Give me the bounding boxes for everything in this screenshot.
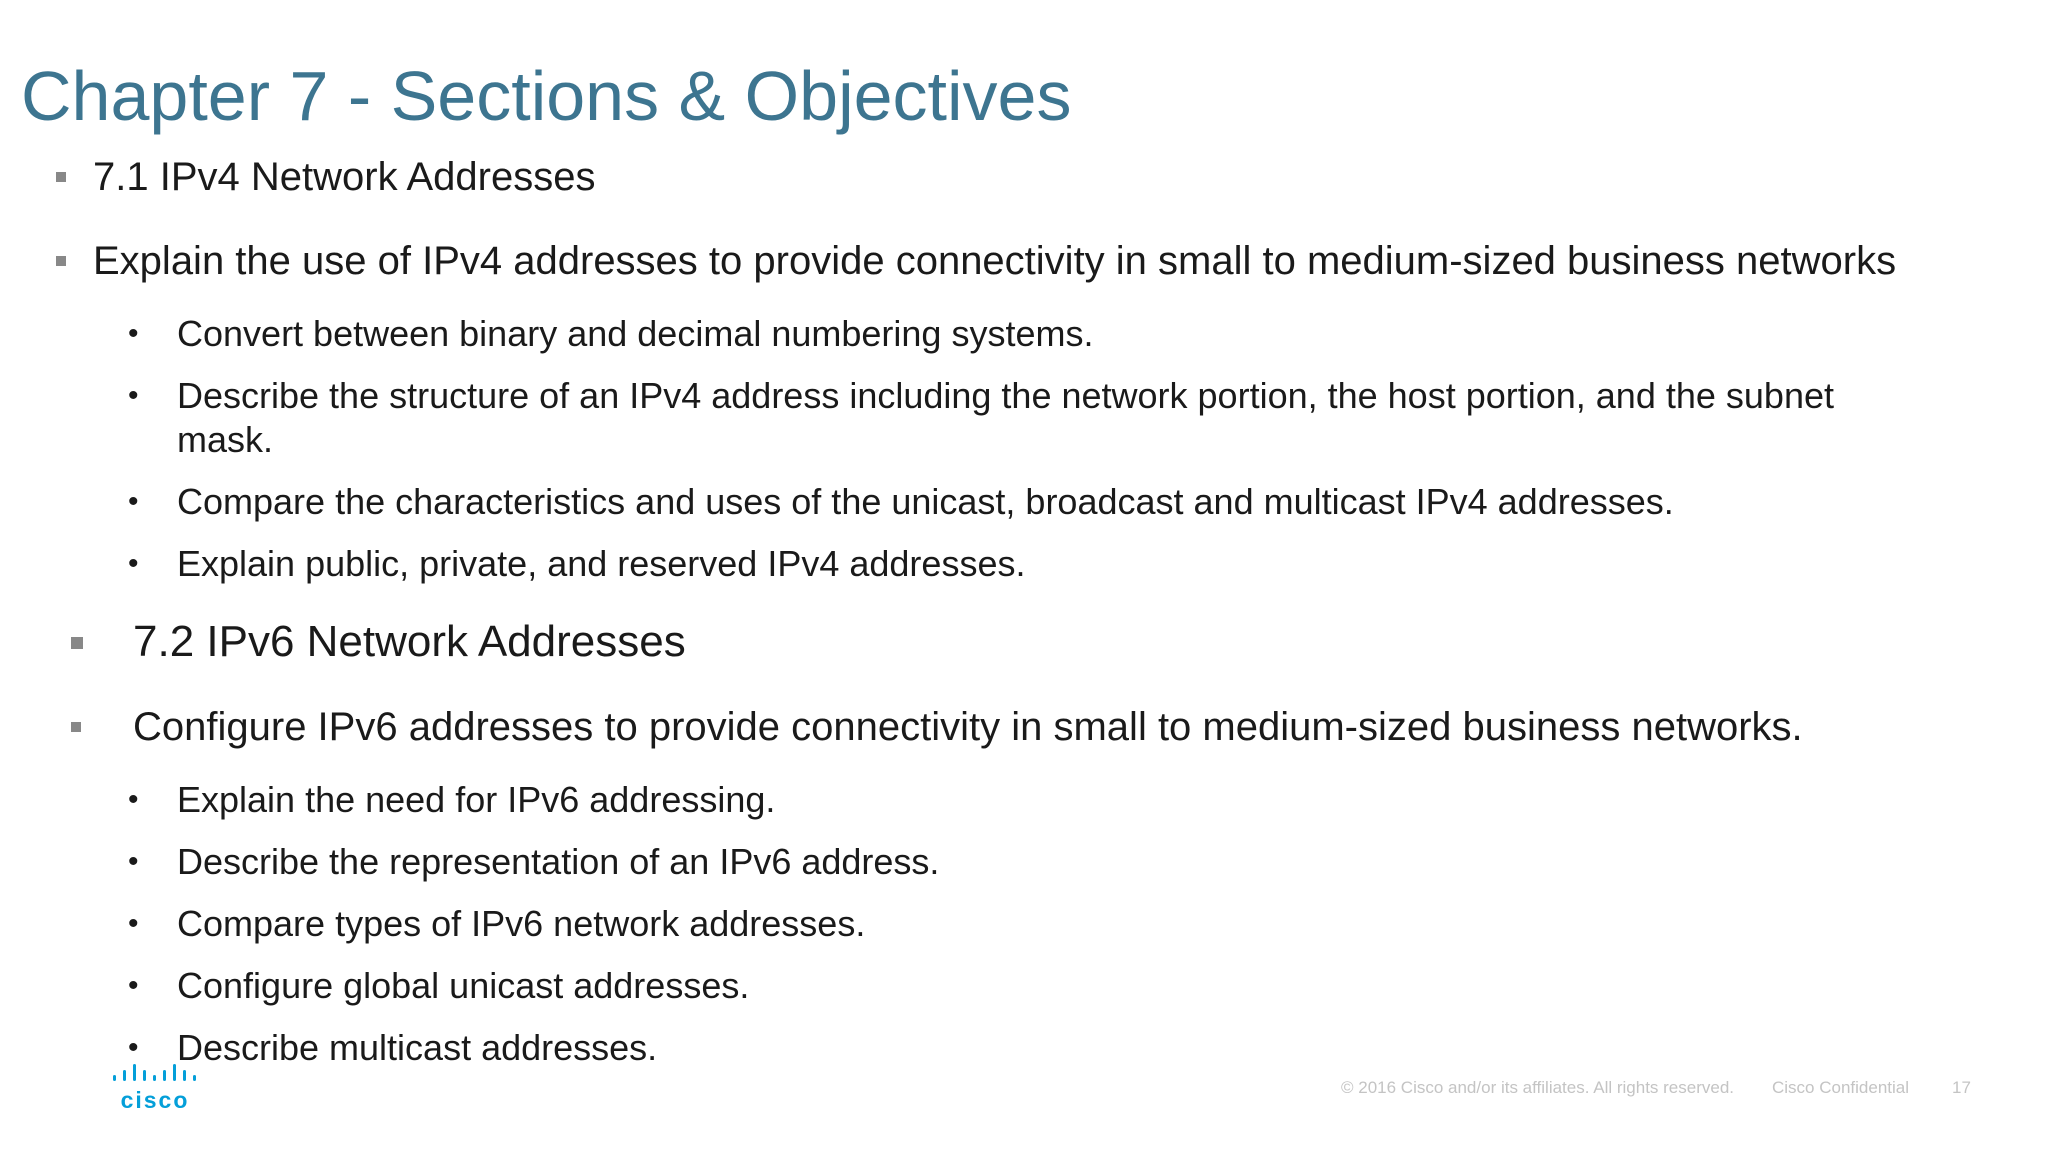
list-item: Describe multicast addresses. — [177, 1027, 658, 1068]
bullet-dot-icon: • — [128, 547, 139, 580]
list-item: Convert between binary and decimal numbering systems. — [177, 313, 1094, 354]
list-item: Describe the representation of an IPv6 address. — [177, 841, 940, 882]
list-item: Compare the characteristics and uses of the unicast, broadcast and multicast IPv4 addresses. — [177, 481, 1674, 522]
bullet-dot-icon: • — [128, 379, 139, 412]
list-item: Configure global unicast addresses. — [177, 965, 750, 1006]
footer-confidential: Cisco Confidential — [1772, 1078, 1910, 1097]
bullet-dot-icon: • — [128, 907, 139, 940]
cisco-logo — [112, 1062, 198, 1114]
square-bullet-icon — [71, 722, 81, 732]
section-heading: 7.1 IPv4 Network Addresses — [93, 155, 596, 199]
footer-page-number: 17 — [1952, 1078, 1971, 1097]
bullet-dot-icon: • — [128, 485, 139, 518]
bullet-dot-icon: • — [128, 845, 139, 878]
section-objective: Configure IPv6 addresses to provide connectivity in small to medium-sized business networks. — [133, 705, 1803, 749]
list-item: Describe the structure of an IPv4 address including the network portion, the host portion, and the subnet — [177, 375, 1834, 416]
list-item: Compare types of IPv6 network addresses. — [177, 903, 866, 944]
square-bullet-icon — [56, 172, 66, 182]
list-item-continuation: mask. — [177, 419, 274, 460]
footer-copyright: © 2016 Cisco and/or its affiliates. All rights reserved. — [1341, 1078, 1735, 1097]
slide-title: Chapter 7 - Sections & Objectives — [21, 57, 1072, 135]
list-item: Explain public, private, and reserved IPv4 addresses. — [177, 543, 1026, 584]
square-bullet-icon — [56, 256, 66, 266]
bullet-dot-icon: • — [128, 969, 139, 1002]
cisco-logo-text: cisco — [120, 1087, 190, 1113]
square-bullet-icon — [71, 637, 83, 649]
section-objective: Explain the use of IPv4 addresses to provide connectivity in small to medium-sized business networks — [93, 239, 1897, 283]
list-item: Explain the need for IPv6 addressing. — [177, 779, 776, 820]
bullet-dot-icon: • — [128, 783, 139, 816]
section-heading: 7.2 IPv6 Network Addresses — [133, 617, 686, 666]
bullet-dot-icon: • — [128, 1031, 139, 1064]
bullet-dot-icon: • — [128, 317, 139, 350]
